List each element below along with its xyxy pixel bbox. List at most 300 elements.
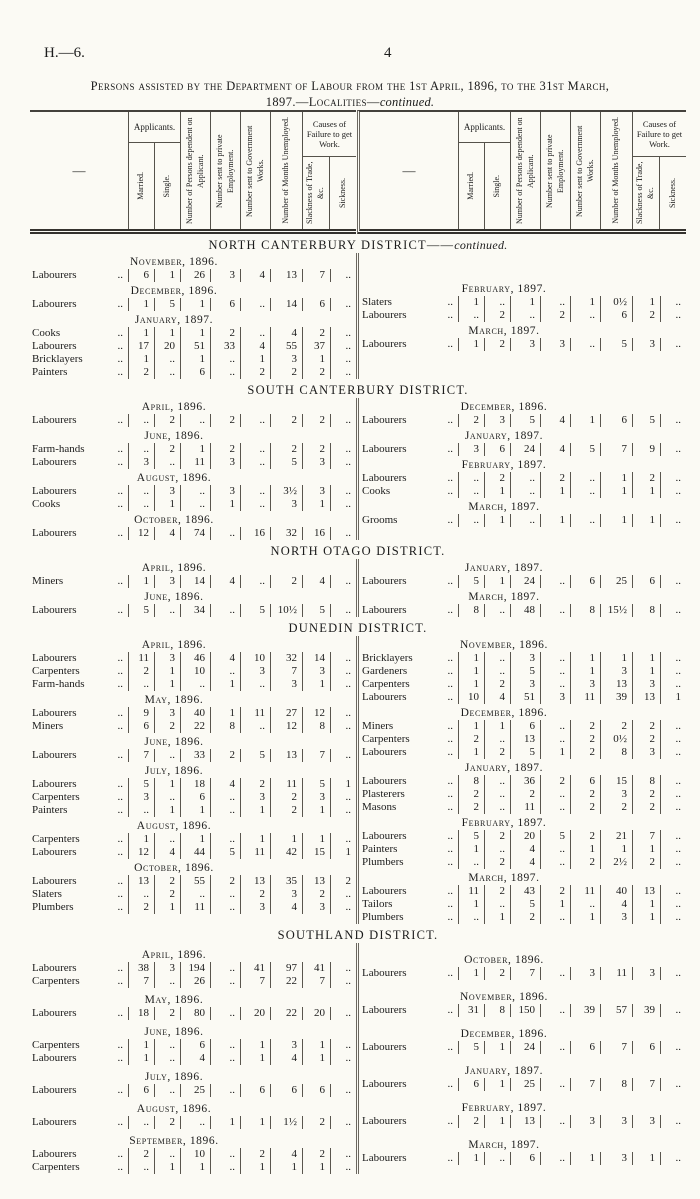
leader-dots: .. (117, 833, 123, 845)
value-cell: 2 (210, 749, 240, 762)
value-cell: 3 (302, 791, 330, 804)
data-row (360, 746, 686, 759)
value-cell: .. (540, 1115, 570, 1128)
data-row (360, 414, 686, 427)
occupation-cell (30, 575, 128, 588)
data-row (360, 691, 686, 704)
value-cell: .. (330, 1084, 356, 1097)
value-cell: 1 (240, 1161, 270, 1174)
column-right (356, 636, 686, 924)
value-cell: 1 (154, 269, 180, 282)
value-cell: 3 (570, 678, 600, 691)
value-cell: 3 (600, 665, 632, 678)
value-cell: .. (240, 298, 270, 311)
occupation-cell (30, 366, 128, 379)
occupation-label: Masons (362, 801, 397, 813)
district-section (30, 621, 686, 924)
value-cell: 2 (458, 788, 484, 801)
value-cell: 4 (154, 846, 180, 859)
value-cell: .. (210, 962, 240, 975)
data-row (30, 888, 356, 901)
occupation-cell (30, 665, 128, 678)
single-column-label: Single. (484, 143, 510, 229)
month-heading: February, 1897. (461, 459, 547, 471)
occupation-label: Labourers (32, 456, 77, 468)
value-cell: 3 (240, 791, 270, 804)
value-cell: 6 (302, 298, 330, 311)
leader-dots: .. (117, 1116, 123, 1128)
value-cell: 1 (302, 498, 330, 511)
value-cell: .. (128, 498, 154, 511)
value-cell: 11 (180, 901, 210, 914)
occupation-label: Carpenters (32, 1161, 80, 1173)
value-cell: .. (154, 791, 180, 804)
value-cell: .. (180, 414, 210, 427)
value-cell: 13 (510, 733, 540, 746)
value-cell: 20 (302, 1007, 330, 1020)
value-cell: 2 (270, 575, 302, 588)
value-cell: 3 (270, 498, 302, 511)
value-cell: 2 (458, 801, 484, 814)
value-cell: 57 (600, 1004, 632, 1017)
leader-dots: .. (117, 298, 123, 310)
value-cell: .. (210, 804, 240, 817)
column-right (356, 253, 686, 379)
value-cell: .. (210, 901, 240, 914)
data-row (30, 1007, 356, 1020)
value-cell: 1 (484, 1078, 510, 1091)
occupation-cell (30, 485, 128, 498)
occupation-label: Labourers (32, 1148, 77, 1160)
leader-dots: .. (447, 720, 453, 732)
value-cell: 1 (240, 1039, 270, 1052)
occupation-label: Miners (32, 575, 64, 587)
value-cell: 4 (180, 1052, 210, 1065)
leader-dots: .. (447, 843, 453, 855)
occupation-label: Labourers (32, 1052, 77, 1064)
value-cell: 3 (600, 911, 632, 924)
value-cell: .. (330, 269, 356, 282)
value-cell: 1 (180, 327, 210, 340)
month-heading: February, 1897. (461, 283, 547, 295)
value-cell: 1 (210, 707, 240, 720)
occupation-cell (30, 1148, 128, 1161)
data-row (30, 575, 356, 588)
value-cell: .. (660, 472, 686, 485)
value-cell: .. (660, 856, 686, 869)
value-cell: 24 (510, 1041, 540, 1054)
data-row (360, 967, 686, 980)
district-heading: DUNEDIN DISTRICT. (288, 621, 428, 635)
value-cell: 41 (240, 962, 270, 975)
month-heading: November, 1896. (129, 256, 219, 268)
value-cell: 18 (128, 1007, 154, 1020)
value-cell: 2 (632, 309, 660, 322)
section-columns (30, 253, 686, 379)
value-cell: 8 (210, 720, 240, 733)
leader-dots: .. (447, 967, 453, 979)
value-cell: .. (540, 720, 570, 733)
doc-reference: H.—6. (44, 45, 85, 61)
value-cell: 11 (600, 967, 632, 980)
value-cell: 3 (240, 901, 270, 914)
month-heading: May, 1896. (144, 994, 204, 1006)
value-cell: 8 (302, 720, 330, 733)
leader-dots: .. (447, 788, 453, 800)
value-cell: 3 (270, 1039, 302, 1052)
value-cell: 3 (302, 901, 330, 914)
value-cell: 3 (632, 678, 660, 691)
value-cell: .. (540, 843, 570, 856)
value-cell: 4 (484, 691, 510, 704)
causes-group (302, 112, 356, 229)
value-cell: 21 (600, 830, 632, 843)
occupation-label: Cooks (32, 498, 61, 510)
value-cell: .. (330, 1052, 356, 1065)
value-cell: 1 (302, 353, 330, 366)
data-row (30, 327, 356, 340)
value-cell: 1 (570, 296, 600, 309)
value-cell: 1 (570, 414, 600, 427)
occupation-cell (360, 443, 458, 456)
value-cell: 1 (632, 514, 660, 527)
occupation-cell (360, 1004, 458, 1017)
value-cell: 6 (600, 309, 632, 322)
value-cell: .. (484, 788, 510, 801)
value-cell: 3 (632, 746, 660, 759)
leader-dots: .. (117, 888, 123, 900)
occupation-cell (360, 604, 458, 617)
value-cell: 4 (240, 269, 270, 282)
value-cell: .. (570, 485, 600, 498)
data-row (30, 485, 356, 498)
occupation-cell (30, 604, 128, 617)
value-cell: 12 (128, 846, 154, 859)
value-cell: .. (660, 1152, 686, 1165)
value-cell: .. (330, 575, 356, 588)
data-row (30, 1084, 356, 1097)
value-cell: 13 (128, 875, 154, 888)
value-cell: 7 (302, 269, 330, 282)
value-cell: .. (330, 353, 356, 366)
married-column-label: Married. (466, 172, 476, 200)
value-cell: 1 (270, 833, 302, 846)
value-cell: 16 (302, 527, 330, 540)
value-cell: 46 (180, 652, 210, 665)
occupation-cell (360, 720, 458, 733)
data-row (30, 778, 356, 791)
value-cell: .. (660, 788, 686, 801)
value-cell: 2 (570, 733, 600, 746)
value-cell: .. (330, 678, 356, 691)
dependents-column-label: Number of Persons dependent on Applicant. (510, 112, 540, 229)
value-cell: 1 (540, 746, 570, 759)
value-cell: .. (128, 678, 154, 691)
value-cell: 6 (180, 1039, 210, 1052)
month-heading: January, 1897. (464, 762, 544, 774)
leader-dots: .. (117, 527, 123, 539)
occupation-label: Labourers (32, 298, 77, 310)
month-heading: March, 1897. (468, 872, 540, 884)
value-cell: 51 (180, 340, 210, 353)
leader-dots: .. (447, 665, 453, 677)
value-cell: 2 (570, 788, 600, 801)
table-content (30, 110, 686, 1174)
month-heading: December, 1896. (460, 401, 548, 413)
value-cell: .. (540, 733, 570, 746)
occupation-label: Labourers (32, 652, 77, 664)
data-row (30, 1052, 356, 1065)
district-heading: SOUTH CANTERBURY DISTRICT. (247, 383, 469, 397)
leader-dots: .. (447, 885, 453, 897)
data-row (360, 885, 686, 898)
value-cell: .. (660, 309, 686, 322)
value-cell: 2 (128, 901, 154, 914)
value-cell: 25 (180, 1084, 210, 1097)
value-cell: .. (330, 975, 356, 988)
value-cell: 2 (632, 856, 660, 869)
value-cell: .. (330, 962, 356, 975)
value-cell: 4 (270, 1148, 302, 1161)
value-cell: 2 (458, 414, 484, 427)
value-cell: .. (210, 366, 240, 379)
leader-dots: .. (117, 575, 123, 587)
value-cell: .. (154, 749, 180, 762)
value-cell: 3 (632, 967, 660, 980)
value-cell: 34 (180, 604, 210, 617)
value-cell: .. (128, 1161, 154, 1174)
value-cell: 1 (210, 498, 240, 511)
value-cell: 3 (484, 414, 510, 427)
month-heading: December, 1896. (460, 707, 548, 719)
occupation-cell (30, 298, 128, 311)
value-cell: .. (330, 901, 356, 914)
value-cell: .. (660, 678, 686, 691)
value-cell: 5 (240, 749, 270, 762)
value-cell: .. (510, 514, 540, 527)
data-row (30, 749, 356, 762)
occupation-label: Miners (32, 720, 64, 732)
value-cell: 16 (240, 527, 270, 540)
value-cell: 2 (210, 875, 240, 888)
occupation-label: Labourers (362, 338, 407, 350)
month-heading: November, 1896. (459, 639, 549, 651)
occupation-label: Grooms (362, 514, 398, 526)
data-row (360, 296, 686, 309)
value-cell: 2 (484, 830, 510, 843)
month-heading: October, 1896. (134, 862, 214, 874)
occupation-cell (30, 498, 128, 511)
occupation-label: Labourers (32, 707, 77, 719)
occupation-cell (360, 678, 458, 691)
occupation-label: Labourers (32, 1007, 77, 1019)
value-cell: .. (210, 604, 240, 617)
value-cell: 1 (458, 296, 484, 309)
value-cell: 22 (180, 720, 210, 733)
sickness-column-label: Sickness. (659, 157, 686, 229)
value-cell: .. (660, 1078, 686, 1091)
value-cell: 5 (570, 443, 600, 456)
value-cell: 2 (240, 778, 270, 791)
data-row (360, 898, 686, 911)
leader-dots: .. (117, 707, 123, 719)
month-heading: May, 1896. (144, 694, 204, 706)
value-cell: .. (484, 296, 510, 309)
value-cell: 2 (210, 414, 240, 427)
value-cell: 2 (632, 720, 660, 733)
occupation-label: Cooks (32, 327, 61, 339)
district-heading: NORTH CANTERBURY DISTRICT——continued. (208, 238, 508, 252)
value-cell: .. (330, 833, 356, 846)
occupation-cell (360, 1041, 458, 1054)
occupation-cell (30, 791, 128, 804)
value-cell: .. (540, 788, 570, 801)
value-cell: .. (180, 888, 210, 901)
value-cell: 15 (600, 775, 632, 788)
value-cell: 1 (484, 720, 510, 733)
value-cell: .. (660, 733, 686, 746)
causes-label: Causes of Failure to get Work. (636, 119, 683, 149)
data-row (360, 604, 686, 617)
value-cell: 6 (270, 1084, 302, 1097)
occupation-label: Labourers (362, 967, 407, 979)
slackness-column-label: Slackness of Trade, &c. (305, 161, 325, 225)
column-left (30, 943, 356, 1174)
data-row (360, 338, 686, 351)
month-heading: April, 1896. (141, 639, 207, 651)
occupation-cell (30, 414, 128, 427)
data-row (30, 804, 356, 817)
value-cell: 3 (302, 485, 330, 498)
applicants-label: Applicants. (133, 121, 176, 132)
data-row (30, 1161, 356, 1174)
value-cell: 8 (484, 1004, 510, 1017)
value-cell: 5 (600, 338, 632, 351)
value-cell: .. (154, 1052, 180, 1065)
occupation-cell (360, 652, 458, 665)
leader-dots: .. (447, 443, 453, 455)
value-cell: .. (330, 527, 356, 540)
value-cell: .. (484, 898, 510, 911)
leader-dots: .. (447, 856, 453, 868)
value-cell: 32 (270, 527, 302, 540)
data-row (30, 1039, 356, 1052)
value-cell: 15 (302, 846, 330, 859)
value-cell: .. (540, 1078, 570, 1091)
value-cell: 2 (154, 888, 180, 901)
occupation-label: Labourers (362, 1004, 407, 1016)
value-cell: 3 (302, 665, 330, 678)
leader-dots: .. (447, 691, 453, 703)
occupation-label: Plasterers (362, 788, 405, 800)
value-cell: 7 (270, 665, 302, 678)
month-heading: October, 1896. (134, 514, 214, 526)
occupation-cell (360, 885, 458, 898)
value-cell: 1 (600, 485, 632, 498)
value-cell: .. (210, 791, 240, 804)
value-cell: 3 (154, 962, 180, 975)
value-cell: 5 (632, 414, 660, 427)
column-headers (30, 110, 686, 234)
value-cell: 2 (540, 775, 570, 788)
occupation-label: Painters (32, 804, 68, 816)
occupation-cell (30, 707, 128, 720)
applicants-label: Applicants. (463, 121, 506, 132)
value-cell: .. (660, 575, 686, 588)
value-cell: 1 (540, 898, 570, 911)
value-cell: 1 (632, 911, 660, 924)
data-row (30, 975, 356, 988)
occupation-cell (360, 1078, 458, 1091)
leader-dots: .. (117, 269, 123, 281)
value-cell: 1 (570, 911, 600, 924)
data-row (360, 788, 686, 801)
value-cell: 11 (570, 885, 600, 898)
occupation-label: Labourers (362, 604, 407, 616)
value-cell: 4 (154, 527, 180, 540)
value-cell: 1 (484, 1041, 510, 1054)
value-cell: 1 (302, 1161, 330, 1174)
month-heading: September, 1896. (129, 1135, 219, 1147)
value-cell: .. (180, 678, 210, 691)
value-cell: 35 (270, 875, 302, 888)
value-cell: 3 (600, 1152, 632, 1165)
occupation-label: Labourers (362, 1078, 407, 1090)
data-row (360, 1041, 686, 1054)
column-left (30, 559, 356, 617)
value-cell: .. (660, 338, 686, 351)
occupation-label: Labourers (32, 340, 77, 352)
month-heading: August, 1896. (136, 472, 212, 484)
district-section (30, 928, 686, 1174)
occupation-label: Labourers (362, 885, 407, 897)
value-cell: 1 (154, 804, 180, 817)
occupation-cell (360, 485, 458, 498)
value-cell: 1 (180, 1161, 210, 1174)
value-cell: 1 (570, 652, 600, 665)
value-cell: 1 (484, 575, 510, 588)
value-cell: 1 (570, 1152, 600, 1165)
data-row (30, 962, 356, 975)
value-cell: .. (484, 665, 510, 678)
value-cell: 3½ (270, 485, 302, 498)
value-cell: .. (240, 485, 270, 498)
occupation-label: Plumbers (32, 901, 74, 913)
value-cell: 2 (458, 733, 484, 746)
value-cell: 2 (330, 875, 356, 888)
column-left (30, 253, 356, 379)
value-cell: .. (660, 514, 686, 527)
value-cell: 10½ (270, 604, 302, 617)
value-cell: 2 (540, 885, 570, 898)
value-cell: 1 (180, 298, 210, 311)
value-cell: 1 (510, 296, 540, 309)
data-row (360, 472, 686, 485)
value-cell: .. (540, 1004, 570, 1017)
data-row (30, 1148, 356, 1161)
value-cell: 1 (180, 443, 210, 456)
applicants-group (458, 112, 510, 229)
value-cell: .. (570, 309, 600, 322)
value-cell: 7 (510, 967, 540, 980)
data-row (30, 443, 356, 456)
data-row (360, 678, 686, 691)
value-cell: 2 (510, 911, 540, 924)
value-cell: .. (154, 1084, 180, 1097)
value-cell: .. (330, 498, 356, 511)
leader-dots: .. (117, 456, 123, 468)
occupation-label: Carpenters (32, 791, 80, 803)
